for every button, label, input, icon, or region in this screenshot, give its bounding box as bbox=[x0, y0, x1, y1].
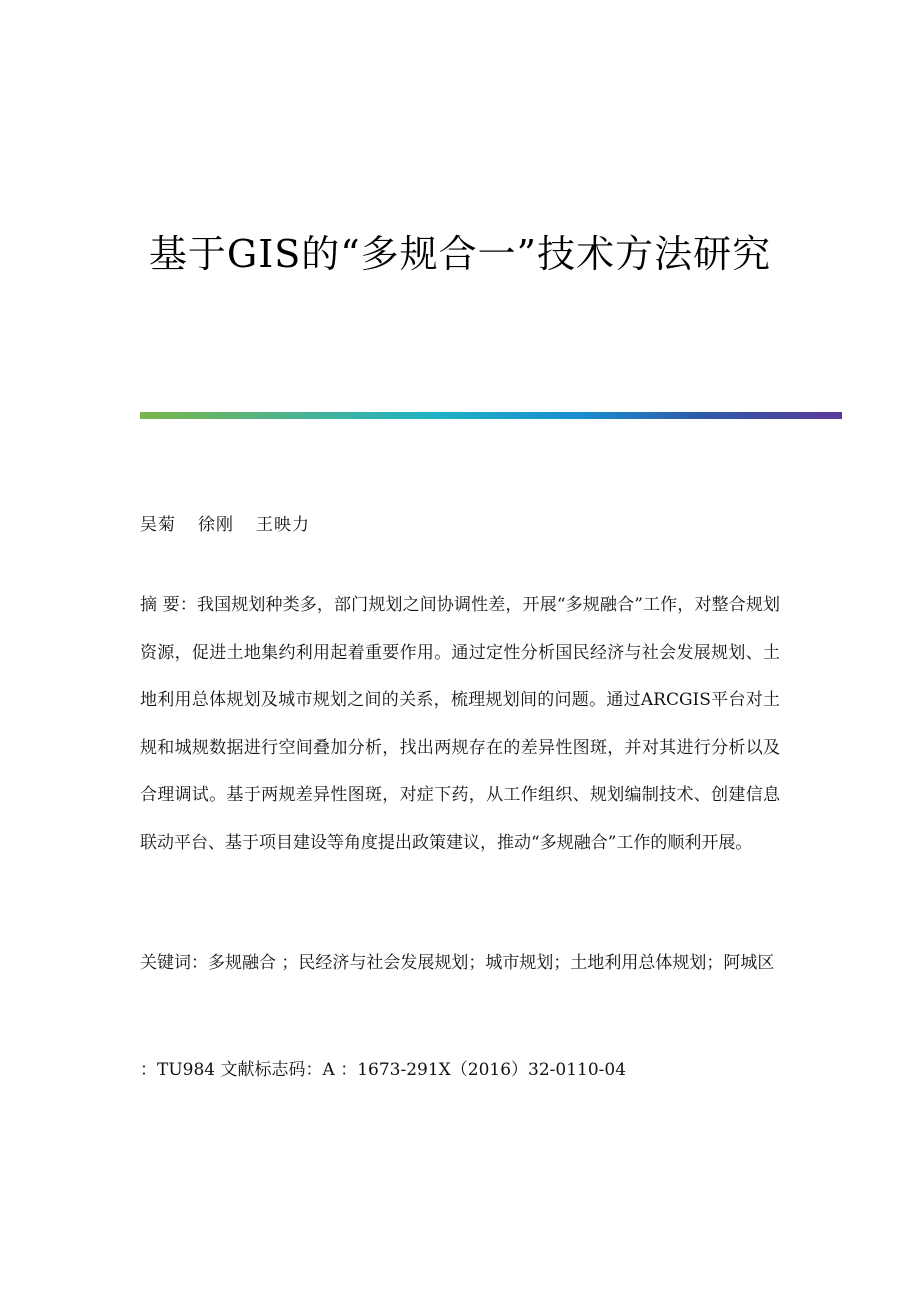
keywords-text: 多规融合 ；民经济与社会发展规划；城市规划；土地利用总体规划；阿城区 bbox=[208, 953, 775, 973]
abstract-paragraph bbox=[140, 582, 780, 868]
abstract-text: 我国规划种类多，部门规划之间协调性差，开展“多规融合”工作，对整合规划资源，促进土地集约利用起着重要作用。通过定性分析国民经济与社会发展规划、土地利用总体规划及城市规划之间的关系，梳理规划间的问题。通过ARCGIS平台对土规和城规数据进行空间叠加分析，找出两规存在的差异性图斑，并对其进行分析以及合理调试。基于两规差异性图斑，对症下药，从工作组织、规划编制技术、创建信息联动平台、基于项目建设等角度提出政策建议，推动“多规融合”工作的顺利开展。 bbox=[140, 595, 780, 853]
abstract-label: 摘 要： bbox=[140, 595, 197, 615]
author-name: 徐刚 bbox=[198, 515, 234, 535]
gradient-divider bbox=[140, 412, 842, 419]
author-name: 吴菊 bbox=[140, 515, 176, 535]
keywords-paragraph bbox=[140, 940, 780, 987]
classification-line: ：TU984 文献标志码：A ：1673-291X（2016）32-0110-04 bbox=[140, 1060, 627, 1080]
keywords-label: 关键词： bbox=[140, 953, 208, 973]
author-name: 王映力 bbox=[256, 515, 310, 535]
authors-line bbox=[140, 514, 780, 537]
document-title: 基于GIS的“多规合一”技术方法研究 bbox=[148, 232, 772, 276]
